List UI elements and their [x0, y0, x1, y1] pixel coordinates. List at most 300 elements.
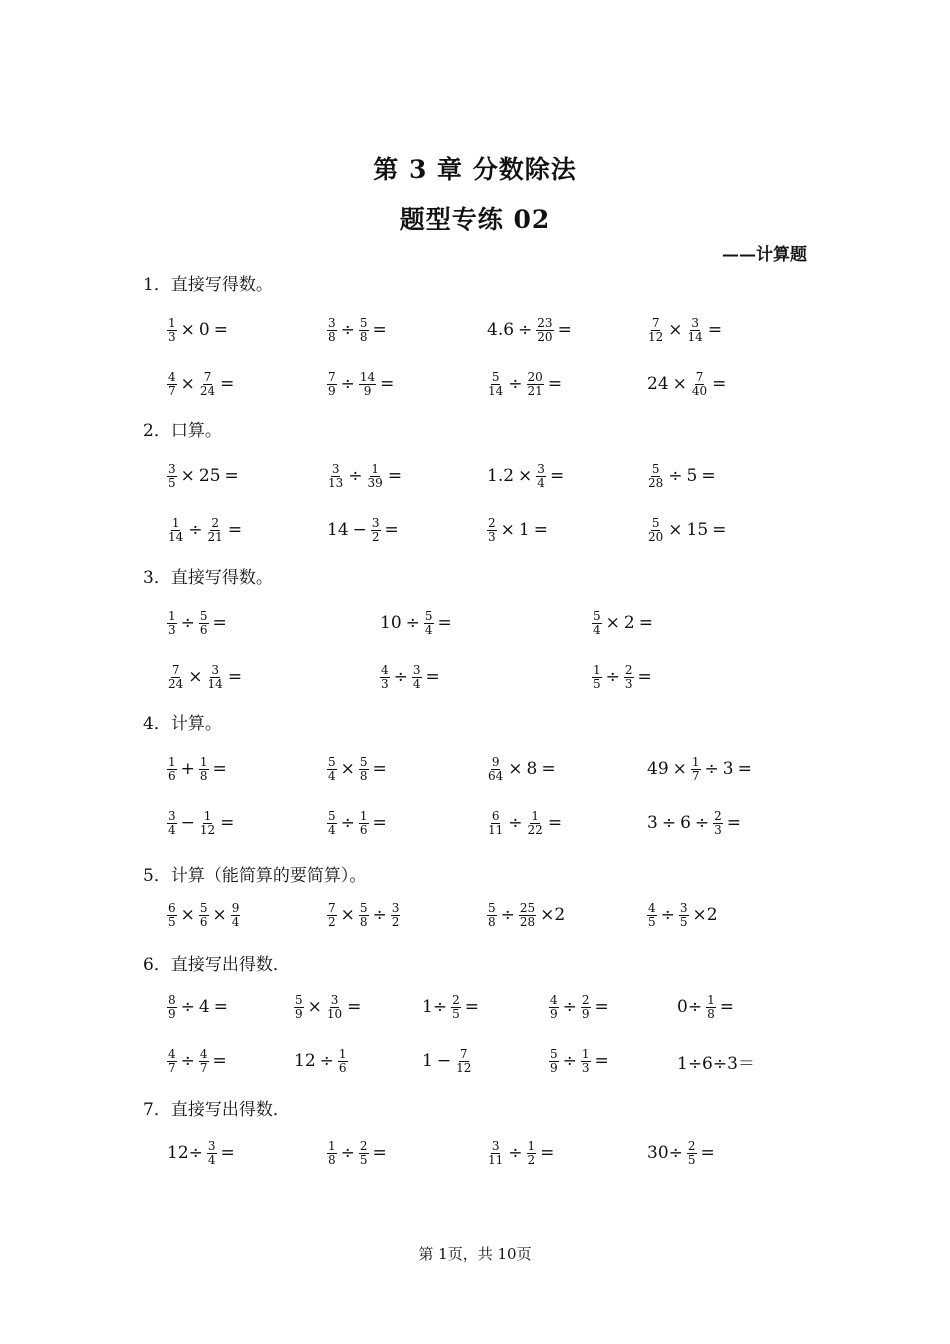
fraction [412, 664, 422, 691]
operator: × [668, 320, 683, 340]
numerator: 3 [537, 461, 545, 476]
numerator: 5 [328, 808, 336, 823]
numerator: 3 [391, 900, 400, 915]
fraction [647, 463, 664, 490]
operator: ÷ [180, 613, 195, 633]
operator: × [508, 759, 523, 779]
denominator: 3 [168, 329, 176, 344]
operator: = [372, 1143, 387, 1163]
fraction [691, 756, 701, 783]
math-expression [292, 987, 363, 1027]
denominator: 8 [199, 768, 208, 783]
fraction [647, 902, 657, 929]
math-expression [420, 987, 481, 1027]
denominator: 2 [391, 914, 400, 929]
numerator: 1 [691, 754, 700, 769]
number: 14 [327, 520, 349, 540]
operator: = [372, 759, 387, 779]
numerator: 5 [488, 900, 496, 915]
number: 0 [198, 320, 210, 340]
math-expression [165, 1041, 229, 1081]
operator: = [220, 813, 235, 833]
fraction [487, 517, 497, 544]
denominator: 8 [328, 329, 336, 344]
operator: ÷ [500, 905, 515, 925]
math-expression [420, 1041, 474, 1081]
fraction [327, 317, 337, 344]
operator: × [340, 905, 355, 925]
fraction [207, 664, 224, 691]
numerator: 7 [328, 900, 336, 915]
numerator: 1 [338, 1046, 347, 1061]
fraction [624, 664, 634, 691]
operator: × [668, 520, 683, 540]
fraction [167, 994, 177, 1021]
fraction [367, 463, 384, 490]
fraction [691, 371, 708, 398]
math-expression [485, 895, 567, 935]
denominator: 6 [199, 622, 208, 637]
number: 15 [686, 520, 709, 540]
fraction [549, 994, 559, 1021]
fraction [706, 994, 716, 1021]
denominator: 7 [168, 383, 176, 398]
denominator: 12 [199, 822, 216, 837]
numerator: 3 [328, 315, 336, 330]
operator: − [180, 813, 195, 833]
operator: = [384, 520, 399, 540]
denominator: 4 [537, 475, 545, 490]
denominator: 4 [593, 622, 601, 637]
math-expression [485, 1133, 556, 1173]
math-expression [325, 310, 389, 350]
operator: × [180, 466, 195, 486]
denominator: 6 [168, 768, 176, 783]
math-expression [485, 456, 566, 496]
operator: = [701, 466, 716, 486]
numerator: 1 [371, 461, 379, 476]
operator: ÷ [340, 813, 355, 833]
operator: = [547, 374, 563, 394]
denominator: 4 [424, 622, 433, 637]
fraction [592, 664, 602, 691]
fraction [327, 902, 337, 929]
denominator: 12 [648, 329, 664, 344]
numerator: 7 [203, 369, 212, 384]
fraction [424, 610, 434, 637]
fraction [167, 756, 177, 783]
operator: × [307, 997, 322, 1017]
math-expression [485, 310, 574, 350]
fraction [207, 1140, 217, 1167]
denominator: 21 [527, 383, 543, 398]
numerator: 4 [168, 369, 176, 384]
question-heading: 4．计算。 [143, 714, 222, 734]
operator: ÷ [562, 997, 577, 1017]
denominator: 5 [679, 914, 688, 929]
operator: = [540, 1143, 555, 1163]
numerator: 5 [491, 369, 500, 384]
numerator: 3 [371, 515, 380, 530]
fraction [687, 317, 704, 344]
operator: ÷ [508, 813, 523, 833]
operator: − [436, 1051, 452, 1071]
math-expression [485, 510, 550, 550]
operator: ÷ [704, 759, 719, 779]
number: 1 [422, 1051, 433, 1071]
numerator: 2 [687, 1138, 696, 1153]
operator: = [712, 520, 727, 540]
fraction [199, 810, 216, 837]
numerator: 5 [424, 608, 433, 623]
math-expression [590, 603, 655, 643]
operator: ÷ [508, 374, 523, 394]
fraction [294, 994, 304, 1021]
fraction [647, 517, 664, 544]
fraction [713, 810, 723, 837]
denominator: 9 [581, 1006, 590, 1021]
numerator: 1 [168, 754, 176, 769]
operator: × [340, 759, 355, 779]
operator: × [180, 374, 195, 394]
operator: = [594, 1051, 609, 1071]
operator: × [188, 667, 203, 687]
operator: = [464, 997, 479, 1017]
numerator: 2 [581, 992, 590, 1007]
math-expression [645, 310, 724, 350]
numerator: 3 [330, 992, 339, 1007]
fraction [199, 1048, 209, 1075]
denominator: 3 [581, 1060, 590, 1075]
math-expression [325, 749, 389, 789]
operator: = [212, 613, 227, 633]
number: 1÷ [422, 997, 448, 1017]
numerator: 1 [581, 1046, 590, 1061]
math-expression [547, 1041, 611, 1081]
operator: = [380, 374, 395, 394]
numerator: 9 [231, 900, 240, 915]
fraction [207, 517, 224, 544]
numerator: 4 [381, 662, 389, 677]
denominator: 5 [452, 1006, 460, 1021]
numerator: 5 [359, 315, 368, 330]
numerator: 1 [707, 992, 715, 1007]
numerator: 3 [168, 808, 176, 823]
denominator: 5 [359, 1152, 368, 1167]
numerator: 6 [491, 808, 500, 823]
denominator: 5 [687, 1152, 696, 1167]
fraction [167, 371, 177, 398]
denominator: 6 [359, 822, 368, 837]
denominator: 3 [624, 676, 633, 691]
denominator: 7 [199, 1060, 208, 1075]
math-expression [165, 657, 244, 697]
numerator: 3 [491, 1138, 500, 1153]
section-tag: ——计算题 [722, 245, 807, 265]
numerator: 2 [211, 515, 219, 530]
math-expression [675, 987, 736, 1027]
math-expression [165, 364, 236, 404]
denominator: 9 [550, 1006, 558, 1021]
operator: = [212, 1051, 227, 1071]
numerator: 3 [679, 900, 688, 915]
math-expression [590, 657, 654, 697]
numerator: 2 [624, 662, 633, 677]
numerator: 8 [168, 992, 176, 1007]
operator: = [347, 997, 362, 1017]
operator: ÷ [605, 667, 620, 687]
operator: = [726, 813, 742, 833]
fraction [371, 517, 381, 544]
denominator: 5 [648, 914, 656, 929]
math-expression [547, 987, 611, 1027]
fraction [647, 317, 664, 344]
operator: × [180, 905, 195, 925]
math-expression [485, 364, 564, 404]
fraction [581, 994, 591, 1021]
denominator: 8 [488, 914, 496, 929]
question-heading: 7．直接写出得数． [143, 1100, 290, 1120]
denominator: 3 [714, 822, 722, 837]
operator: = [425, 667, 440, 687]
denominator: 5 [168, 914, 176, 929]
operator: = [557, 320, 572, 340]
numerator: 5 [199, 608, 208, 623]
chapter-title: 第 3 章 分数除法 [373, 155, 577, 184]
numerator: 1 [527, 1138, 536, 1153]
numerator: 3 [331, 461, 340, 476]
denominator: 14 [207, 676, 223, 691]
question-heading: 1．直接写得数。 [143, 275, 273, 295]
denominator: 6 [338, 1060, 347, 1075]
math-expression [485, 749, 558, 789]
fraction [527, 810, 544, 837]
operator: ÷ [188, 520, 203, 540]
operator: ÷ [393, 667, 408, 687]
fraction [359, 317, 369, 344]
operator: ÷ [405, 613, 420, 633]
number: 6 [680, 813, 691, 833]
denominator: 14 [168, 529, 184, 544]
number: 24 [647, 374, 669, 394]
numerator: 5 [651, 515, 660, 530]
page-subtitle: 题型专练 02 [399, 205, 551, 234]
number: 8 [526, 759, 538, 779]
denominator: 8 [359, 768, 368, 783]
numerator: 7 [328, 369, 336, 384]
operator: = [387, 466, 403, 486]
math-expression [165, 510, 244, 550]
operator: = [541, 759, 556, 779]
fraction [199, 371, 216, 398]
numerator: 4 [168, 1046, 176, 1061]
denominator: 4 [231, 914, 240, 929]
operator: = [213, 997, 228, 1017]
fraction [199, 610, 209, 637]
operator: = [737, 759, 752, 779]
fraction [359, 1140, 369, 1167]
numerator: 6 [168, 900, 176, 915]
operator: ÷ [348, 466, 363, 486]
numerator: 5 [593, 608, 601, 623]
operator: = [220, 374, 235, 394]
number: 3 [647, 813, 658, 833]
denominator: 4 [412, 676, 421, 691]
denominator: 22 [527, 822, 543, 837]
fraction [487, 371, 504, 398]
math-expression [485, 803, 564, 843]
number: ×2 [692, 905, 718, 925]
math-expression [165, 987, 230, 1027]
math-expression [378, 603, 454, 643]
numerator: 1 [199, 754, 208, 769]
math-expression [645, 895, 720, 935]
number: 1.2 [487, 466, 515, 486]
denominator: 3 [381, 676, 389, 691]
operator: = [212, 759, 227, 779]
math-expression [165, 803, 236, 843]
fraction [167, 610, 177, 637]
denominator: 12 [456, 1060, 472, 1075]
math-expression [645, 749, 754, 789]
denominator: 10 [326, 1006, 343, 1021]
denominator: 8 [328, 1152, 336, 1167]
denominator: 28 [648, 475, 664, 490]
math-expression [645, 510, 728, 550]
operator: = [594, 997, 609, 1017]
numerator: 2 [714, 808, 722, 823]
page-footer: 第 1页，共 10页 [418, 1245, 532, 1263]
fraction [487, 810, 504, 837]
denominator: 28 [519, 914, 536, 929]
operator: × [500, 520, 515, 540]
operator: × [672, 374, 687, 394]
denominator: 39 [367, 475, 383, 490]
math-expression [165, 310, 230, 350]
numerator: 23 [537, 315, 553, 330]
number: 4.6 [487, 320, 515, 340]
denominator: 3 [168, 622, 176, 637]
numerator: 1 [531, 808, 539, 823]
numerator: 7 [459, 1046, 468, 1061]
fraction [487, 1140, 504, 1167]
math-expression [325, 510, 401, 550]
number: 5 [686, 466, 698, 486]
numerator: 7 [651, 315, 660, 330]
denominator: 5 [168, 475, 176, 490]
fraction [167, 1048, 177, 1075]
numerator: 3 [168, 461, 176, 476]
operator: ÷ [668, 466, 683, 486]
math-expression [645, 364, 728, 404]
operator: × [212, 905, 227, 925]
fraction [167, 317, 177, 344]
numerator: 5 [550, 1046, 558, 1061]
numerator: 5 [328, 754, 336, 769]
operator: = [637, 667, 652, 687]
fraction [451, 994, 461, 1021]
denominator: 13 [328, 475, 344, 490]
numerator: 25 [519, 900, 536, 915]
math-expression [165, 895, 242, 935]
operator: = [707, 320, 723, 340]
operator: ÷ [340, 320, 355, 340]
operator: ÷ [562, 1051, 577, 1071]
operator: ÷ [319, 1051, 334, 1071]
denominator: 9 [550, 1060, 558, 1075]
fraction [536, 463, 546, 490]
operator: = [533, 520, 548, 540]
fraction [687, 1140, 697, 1167]
operator: = [549, 466, 565, 486]
numerator: 4 [648, 900, 656, 915]
denominator: 11 [488, 822, 504, 837]
numerator: 3 [412, 662, 421, 677]
fraction [167, 810, 177, 837]
operator: = [437, 613, 452, 633]
denominator: 7 [691, 768, 700, 783]
denominator: 6 [199, 914, 208, 929]
fraction [455, 1048, 472, 1075]
denominator: 2 [328, 914, 336, 929]
math-expression [325, 895, 402, 935]
operator: = [227, 667, 243, 687]
denominator: 9 [168, 1006, 176, 1021]
numerator: 7 [695, 369, 704, 384]
denominator: 8 [359, 329, 368, 344]
denominator: 9 [363, 383, 372, 398]
fraction [487, 756, 504, 783]
number: 49 [647, 759, 669, 779]
question-heading: 6．直接写出得数． [143, 955, 290, 975]
numerator: 5 [359, 900, 368, 915]
fraction [549, 1048, 559, 1075]
numerator: 4 [199, 1046, 208, 1061]
numerator: 7 [171, 662, 180, 677]
operator: × [605, 613, 620, 633]
denominator: 64 [488, 768, 504, 783]
question-heading: 2．口算。 [143, 421, 222, 441]
math-expression [165, 749, 229, 789]
fraction [359, 756, 369, 783]
numerator: 3 [691, 315, 699, 330]
math-expression [675, 1041, 757, 1081]
numerator: 2 [488, 515, 496, 530]
denominator: 24 [168, 676, 184, 691]
numerator: 1 [168, 608, 176, 623]
operator: = [372, 320, 387, 340]
fraction [527, 1140, 537, 1167]
numerator: 5 [199, 900, 208, 915]
fraction [199, 756, 209, 783]
operator: = [213, 320, 228, 340]
math-expression [378, 657, 442, 697]
operator: ÷ [340, 1143, 355, 1163]
operator: = [712, 374, 727, 394]
numerator: 1 [203, 808, 212, 823]
fraction [487, 902, 497, 929]
operator: = [700, 1143, 715, 1163]
denominator: 3 [488, 529, 496, 544]
denominator: 21 [207, 529, 223, 544]
denominator: 11 [488, 1152, 504, 1167]
number: 10 [380, 613, 402, 633]
operator: ÷ [661, 813, 677, 833]
operator: × [672, 759, 687, 779]
numerator: 1 [359, 808, 368, 823]
fraction [536, 317, 553, 344]
denominator: 4 [207, 1152, 216, 1167]
